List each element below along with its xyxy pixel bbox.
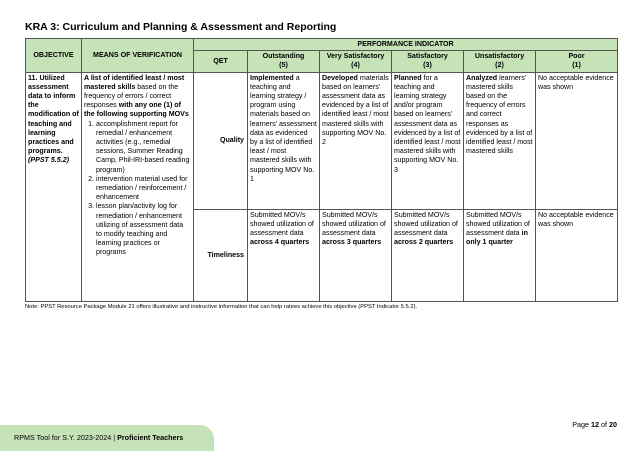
header-qet: QET [194, 51, 248, 72]
objective-ppst: (PPST 5.5.2) [28, 156, 70, 165]
footer-text: RPMS Tool for S.Y. 2023-2024 | Proficient Teachers [14, 433, 184, 442]
timeliness-satisfactory: Submitted MOV/s showed utilization of assessment data across 2 quarters [392, 209, 464, 301]
mov-item: 1. accomplishment report for remedial / enhancement activities (e.g., remedial sessions, Summer Reading Camp, Phil-IRI-based reading program) [96, 120, 191, 175]
quality-very-satisfactory: Developed materials based on learners' assessment data as evidenced by a list of identified least / most mastered skills with supporting MOV No. 2 [320, 72, 392, 209]
page-number: Page 12 of 20 [572, 420, 617, 429]
objective-text: 11. Utilized assessment data to inform the modification of teaching and learning practices and programs. [28, 73, 79, 156]
header-objective: OBJECTIVE [26, 39, 82, 73]
footnote: Note: PPST Resource Package Module 21 offers illustrative and instructive information that can help ratees achieve this objective (PPST Indicator 5.5.2). [25, 304, 418, 310]
timeliness-very-satisfactory: Submitted MOV/s showed utilization of assessment data across 3 quarters [320, 209, 392, 301]
header-means-of-verification: MEANS OF VERIFICATION [82, 39, 194, 73]
objective-cell [26, 72, 82, 301]
timeliness-unsatisfactory: Submitted MOV/s showed utilization of assessment data in only 1 quarter [464, 209, 536, 301]
quality-poor: No acceptable evidence was shown [536, 72, 618, 209]
kra-title: KRA 3: Curriculum and Planning & Assessment and Reporting [25, 21, 337, 33]
quality-unsatisfactory: Analyzed learners' mastered skills based on the frequency of errors and correct responses as evidenced by a list of identified least / most mastered skills [464, 72, 536, 209]
quality-satisfactory: Planned for a teaching and learning strategy and/or program based on learners' assessment data as evidenced by a list of identified least / most mastered skills with supporting MOV No. 3 [392, 72, 464, 209]
footer-band [0, 425, 214, 451]
header-satisfactory: Satisfactory (3) [392, 51, 464, 72]
supporting-movs-list [84, 120, 191, 258]
header-unsatisfactory: Unsatisfactory (2) [464, 51, 536, 72]
timeliness-label: Timeliness [194, 209, 248, 301]
mov-item: 3. lesson plan/activity log for remediation / enhancement utilizing of assessment data to modify teaching and learning practices or programs [96, 202, 191, 257]
mov-item: 2. intervention material used for remediation / reinforcement / enhancement [96, 175, 191, 203]
header-outstanding: Outstanding (5) [248, 51, 320, 72]
quality-label: Quality [194, 72, 248, 209]
timeliness-poor: No acceptable evidence was shown [536, 209, 618, 301]
timeliness-outstanding: Submitted MOV/s showed utilization of assessment data across 4 quarters [248, 209, 320, 301]
header-poor: Poor (1) [536, 51, 618, 72]
header-performance-indicator: PERFORMANCE INDICATOR [194, 39, 618, 51]
means-of-verification-cell: A list of identified least / most mastered skills based on the frequency of errors / correct responses with any one (1) of the following supporting MOVs 1. accomplishment report for remedial / enhancement activities (e.g., remedial sessions, Summer Reading Camp, Phil-IRI-based reading program) 2. intervention material used for remediation / reinforcement / enhancement 3. lesson plan/activity log for remediation / enhancement utilizing of assessment data to modify teaching and learning practices or programs [82, 72, 194, 301]
performance-indicator-table [25, 38, 618, 302]
quality-outstanding: Implemented a teaching and learning strategy / program using materials based on learners' assessment data as evidenced by a list of identified least / most mastered skills with supporting MOV No. 1 [248, 72, 320, 209]
header-very-satisfactory: Very Satisfactory (4) [320, 51, 392, 72]
